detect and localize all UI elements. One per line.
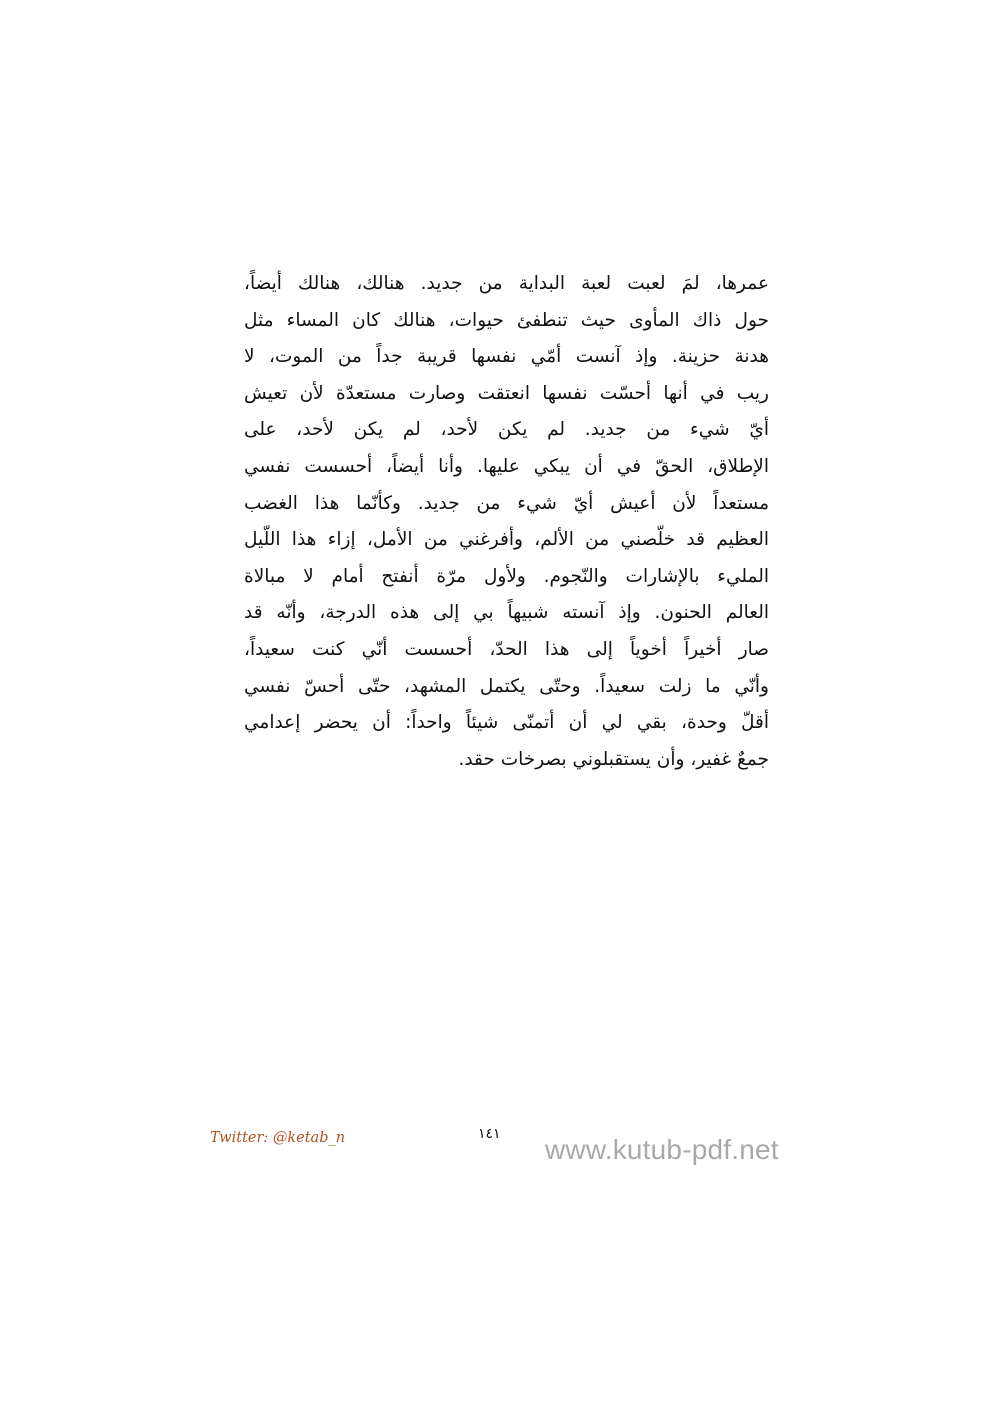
text-line: ريب في أنها أحسّت نفسها انعتقت وصارت مستعدّة لأن تعيش	[244, 382, 769, 404]
text-line: أقلّ وحدة، بقي لي أن أتمنّى شيئاً واحداً: أن يحضر إعدامي	[244, 712, 769, 734]
text-line: وأنّي ما زلت سعيداً. وحتّى يكتمل المشهد، حتّى أحسّ نفسي	[244, 675, 769, 697]
text-line: الإطلاق، الحقّ في أن يبكي عليها. وأنا أيضاً، أحسست نفسي	[244, 455, 769, 477]
page-number: ١٤١	[478, 1126, 501, 1142]
text-line: العالم الحنون. وإذ آنسته شبيهاً بي إلى هذه الدرجة، وأنّه قد	[244, 602, 769, 624]
text-line: هدنة حزينة. وإذ آنست أمّي نفسها قريبة جداً من الموت، لا	[244, 346, 769, 368]
text-line: أيّ شيء من جديد. لم يكن لأحد، لم يكن لأحد، على	[244, 419, 769, 441]
text-line: صار أخيراً أخوياً إلى هذا الحدّ، أحسست أنّي كنت سعيداً،	[244, 638, 769, 660]
text-line: مستعداً لأن أعيش أيّ شيء من جديد. وكأنّما هذا الغضب	[244, 492, 769, 514]
text-line: حول ذاك المأوى حيث تنطفئ حيوات، هنالك كان المساء مثل	[244, 309, 769, 331]
body-paragraph	[244, 266, 769, 778]
text-line: المليء بالإشارات والنّجوم. ولأول مرّة أنفتح أمام لا مبالاة	[244, 565, 769, 587]
text-line: العظيم قد خلّصني من الألم، وأفرغني من الأمل، إزاء هذا اللّيل	[244, 529, 769, 551]
twitter-handle: Twitter: @ketab_n	[210, 1130, 346, 1146]
text-line: عمرها، لمَ لعبت لعبة البداية من جديد. هنالك، هنالك أيضاً،	[244, 273, 769, 294]
text-line-last: جمعٌ غفير، وأن يستقبلوني بصرخات حقد.	[458, 748, 769, 770]
website-watermark: www.kutub-pdf.net	[545, 1134, 779, 1165]
